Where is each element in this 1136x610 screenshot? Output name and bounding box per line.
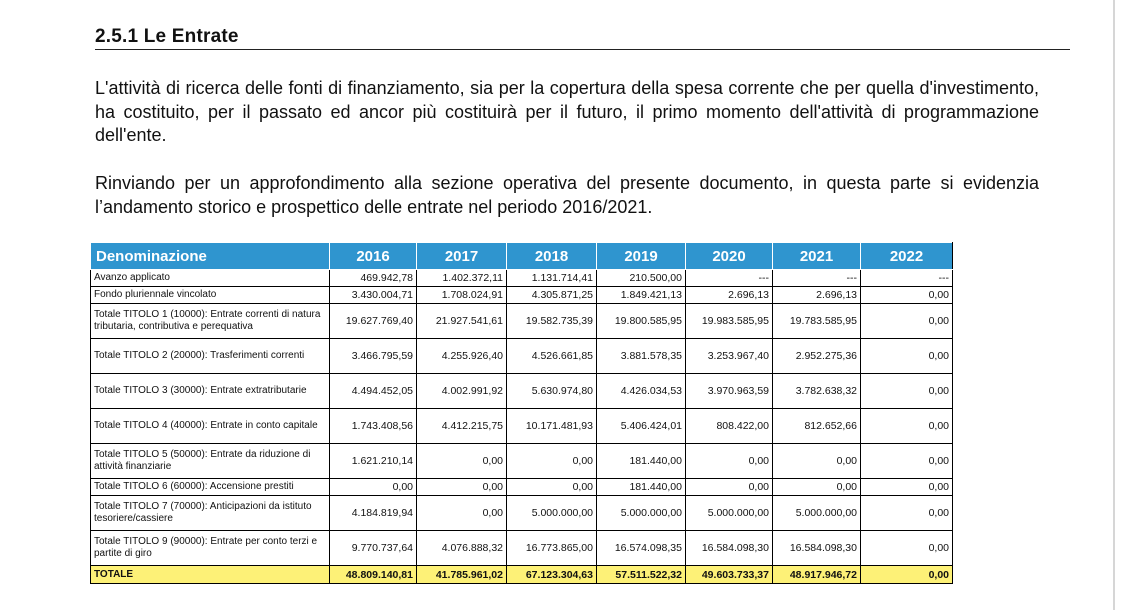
table-cell: 4.526.661,85 — [507, 339, 597, 374]
table-cell: 16.584.098,30 — [773, 531, 861, 566]
table-cell: 1.131.714,41 — [507, 270, 597, 287]
table-cell: 0,00 — [686, 479, 773, 496]
table-cell: 19.627.769,40 — [330, 304, 417, 339]
table-row — [91, 339, 953, 374]
table-cell: 3.970.963,59 — [686, 374, 773, 409]
table-row — [91, 304, 953, 339]
table-cell: 4.494.452,05 — [330, 374, 417, 409]
row-label: Totale TITOLO 5 (50000): Entrate da riduzione di attività finanziarie — [91, 444, 330, 479]
column-header: Denominazione — [91, 243, 330, 270]
table-cell: 0,00 — [861, 496, 953, 531]
table-row — [91, 287, 953, 304]
table-cell: 19.800.585,95 — [597, 304, 686, 339]
table-cell: 1.402.372,11 — [417, 270, 507, 287]
table-cell: 10.171.481,93 — [507, 409, 597, 444]
table-cell: 0,00 — [507, 444, 597, 479]
table-row — [91, 479, 953, 496]
table-cell: 5.000.000,00 — [686, 496, 773, 531]
table-cell: 16.574.098,35 — [597, 531, 686, 566]
table-row — [91, 409, 953, 444]
table-cell: 0,00 — [417, 444, 507, 479]
table-row — [91, 531, 953, 566]
table-cell: 0,00 — [861, 304, 953, 339]
column-header: 2017 — [417, 243, 507, 270]
table-cell: 16.773.865,00 — [507, 531, 597, 566]
table-cell: 5.630.974,80 — [507, 374, 597, 409]
table-row — [91, 496, 953, 531]
table-cell: 16.584.098,30 — [686, 531, 773, 566]
column-header: 2020 — [686, 243, 773, 270]
column-header: 2018 — [507, 243, 597, 270]
table-cell: --- — [773, 270, 861, 287]
row-label: Totale TITOLO 9 (90000): Entrate per conto terzi e partite di giro — [91, 531, 330, 566]
scope-paragraph: Rinviando per un approfondimento alla sezione operativa del presente documento, in questa parte si evidenzia l’andamento storico e prospettico delle entrate nel periodo 2016/2021. — [95, 173, 1039, 217]
table-cell: 469.942,78 — [330, 270, 417, 287]
table-cell: 0,00 — [861, 444, 953, 479]
table-cell: 181.440,00 — [597, 444, 686, 479]
table-cell: 812.652,66 — [773, 409, 861, 444]
revenue-table — [90, 242, 953, 584]
table-cell: 19.783.585,95 — [773, 304, 861, 339]
row-label: Totale TITOLO 2 (20000): Trasferimenti correnti — [91, 339, 330, 374]
column-header: 2022 — [861, 243, 953, 270]
page-edge-divider — [1113, 0, 1115, 610]
table-cell: 4.255.926,40 — [417, 339, 507, 374]
total-cell: 67.123.304,63 — [507, 566, 597, 584]
row-label: Avanzo applicato — [91, 270, 330, 287]
table-cell: 21.927.541,61 — [417, 304, 507, 339]
table-cell: 0,00 — [861, 479, 953, 496]
table-row — [91, 270, 953, 287]
table-cell: 9.770.737,64 — [330, 531, 417, 566]
intro-paragraph: L'attività di ricerca delle fonti di finanziamento, sia per la copertura della spesa corrente che per quella d'investimento, ha costituito, per il passato ed ancor più costituirà per il futuro, il primo momento dell'attività di programmazione dell'ente. — [95, 78, 1039, 145]
table-cell: 2.696,13 — [686, 287, 773, 304]
table-cell: 1.621.210,14 — [330, 444, 417, 479]
table-cell: 5.000.000,00 — [597, 496, 686, 531]
table-cell: 3.253.967,40 — [686, 339, 773, 374]
table-cell: 4.002.991,92 — [417, 374, 507, 409]
table-cell: 4.076.888,32 — [417, 531, 507, 566]
table-cell: 5.000.000,00 — [507, 496, 597, 531]
table-cell: 4.426.034,53 — [597, 374, 686, 409]
row-label: Totale TITOLO 1 (10000): Entrate correnti di natura tributaria, contributiva e perequativa — [91, 304, 330, 339]
table-cell: 0,00 — [507, 479, 597, 496]
table-cell: 4.305.871,25 — [507, 287, 597, 304]
heading-underline — [95, 49, 1070, 50]
table-cell: --- — [861, 270, 953, 287]
table-cell: --- — [686, 270, 773, 287]
total-cell: 57.511.522,32 — [597, 566, 686, 584]
table-cell: 808.422,00 — [686, 409, 773, 444]
table-cell: 0,00 — [861, 287, 953, 304]
table-header-row — [91, 243, 953, 270]
row-label: Totale TITOLO 6 (60000): Accensione prestiti — [91, 479, 330, 496]
total-cell: 41.785.961,02 — [417, 566, 507, 584]
row-label: Totale TITOLO 4 (40000): Entrate in conto capitale — [91, 409, 330, 444]
column-header: 2019 — [597, 243, 686, 270]
table-cell: 1.743.408,56 — [330, 409, 417, 444]
table-cell: 4.184.819,94 — [330, 496, 417, 531]
table-cell: 3.881.578,35 — [597, 339, 686, 374]
total-cell: 48.809.140,81 — [330, 566, 417, 584]
table-cell: 0,00 — [861, 339, 953, 374]
table-cell: 0,00 — [861, 374, 953, 409]
row-label: Totale TITOLO 3 (30000): Entrate extratributarie — [91, 374, 330, 409]
total-cell: 0,00 — [861, 566, 953, 584]
table-cell: 4.412.215,75 — [417, 409, 507, 444]
table-row — [91, 374, 953, 409]
table-cell: 0,00 — [773, 444, 861, 479]
total-cell: 49.603.733,37 — [686, 566, 773, 584]
table-cell: 19.983.585,95 — [686, 304, 773, 339]
total-row — [91, 566, 953, 584]
table-cell: 181.440,00 — [597, 479, 686, 496]
table-cell: 0,00 — [330, 479, 417, 496]
table-cell: 0,00 — [417, 496, 507, 531]
row-label: Fondo pluriennale vincolato — [91, 287, 330, 304]
table-cell: 2.696,13 — [773, 287, 861, 304]
table-cell: 3.466.795,59 — [330, 339, 417, 374]
total-label: TOTALE — [91, 566, 330, 584]
table-cell: 210.500,00 — [597, 270, 686, 287]
table-cell: 19.582.735,39 — [507, 304, 597, 339]
table-cell: 0,00 — [686, 444, 773, 479]
row-label: Totale TITOLO 7 (70000): Anticipazioni da istituto tesoriere/cassiere — [91, 496, 330, 531]
table-cell: 5.000.000,00 — [773, 496, 861, 531]
table-cell: 0,00 — [861, 531, 953, 566]
table-cell: 0,00 — [861, 409, 953, 444]
table-cell: 3.782.638,32 — [773, 374, 861, 409]
table-cell: 3.430.004,71 — [330, 287, 417, 304]
table-cell: 0,00 — [417, 479, 507, 496]
total-cell: 48.917.946,72 — [773, 566, 861, 584]
column-header: 2016 — [330, 243, 417, 270]
table-row — [91, 444, 953, 479]
table-cell: 1.708.024,91 — [417, 287, 507, 304]
table-cell: 2.952.275,36 — [773, 339, 861, 374]
table-cell: 0,00 — [773, 479, 861, 496]
section-heading: 2.5.1 Le Entrate — [95, 26, 239, 47]
table-cell: 5.406.424,01 — [597, 409, 686, 444]
table-cell: 1.849.421,13 — [597, 287, 686, 304]
column-header: 2021 — [773, 243, 861, 270]
